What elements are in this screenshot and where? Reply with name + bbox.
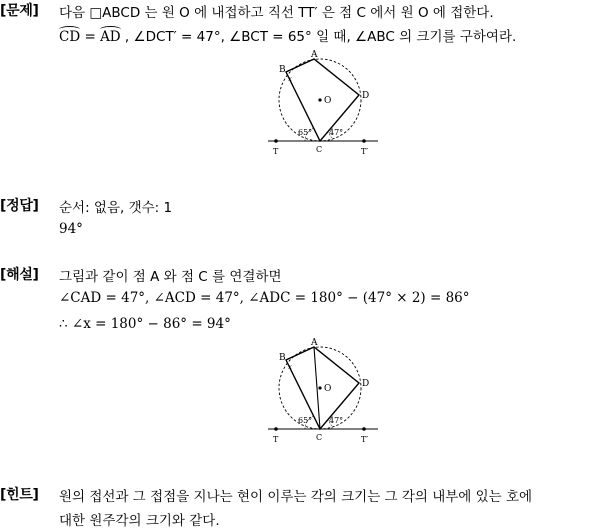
- point-o: [318, 98, 321, 101]
- solution-line-2: ∠CAD = 47°, ∠ACD = 47°, ∠ADC = 180° − (47° × 2) = 86°: [59, 290, 470, 306]
- label-t: T: [273, 435, 279, 444]
- label-65: 65°: [298, 416, 313, 425]
- arc-equals: =: [80, 29, 101, 45]
- point-t: [274, 139, 278, 143]
- point-t: [274, 427, 278, 431]
- quadrilateral-abcd: [286, 347, 359, 429]
- problem-figure: [260, 48, 385, 160]
- hint-line-1: 원의 접선과 그 접점을 지나는 현이 이루는 각의 크기는 그 각의 내부에 있는 호에: [59, 489, 533, 505]
- solution-figure: [260, 336, 385, 448]
- label-c: C: [316, 433, 323, 442]
- label-t: T: [273, 147, 279, 156]
- label-65: 65°: [298, 128, 313, 137]
- label-o: O: [324, 96, 332, 106]
- solution-line-3: ∴ ∠x = 180° − 86° = 94°: [59, 316, 231, 332]
- label-b: B: [279, 353, 286, 363]
- arc-cd: CD: [59, 29, 81, 45]
- solution-line-1: 그림과 같이 점 A 와 점 C 를 연결하면: [59, 269, 282, 285]
- problem-line-1: 다음 □ABCD 는 원 O 에 내접하고 직선 TT′ 은 점 C 에서 원 O 에 접한다.: [59, 5, 494, 21]
- point-t2: [362, 427, 366, 431]
- label-x: x: [288, 75, 292, 83]
- answer-value: 94°: [59, 221, 83, 237]
- label-o: O: [324, 384, 332, 394]
- label-d: D: [362, 91, 370, 101]
- label-x: x: [288, 363, 292, 371]
- label-t2: T′: [361, 435, 369, 444]
- label-a: A: [311, 338, 318, 348]
- quadrilateral-abcd: [286, 59, 359, 141]
- solution-tag: [해설]: [0, 267, 39, 283]
- point-t2: [362, 139, 366, 143]
- label-c: C: [316, 145, 323, 154]
- hint-tag: [힌트]: [0, 487, 39, 503]
- label-b: B: [279, 65, 286, 75]
- label-a: A: [311, 50, 318, 60]
- label-47: 47°: [329, 128, 344, 137]
- answer-line-1: 순서: 없음, 갯수: 1: [59, 200, 173, 216]
- label-d: D: [362, 379, 370, 389]
- problem-line-2: [59, 25, 516, 45]
- problem-tag: [문제]: [0, 3, 39, 19]
- problem-line-2-rest: , ∠DCT′ = 47°, ∠BCT = 65° 일 때, ∠ABC 의 크기를 구하여라.: [120, 29, 517, 45]
- point-o: [318, 386, 321, 389]
- answer-tag: [정답]: [0, 198, 39, 214]
- arc-ad: AD: [100, 29, 121, 45]
- hint-line-2: 대한 원주각의 크기와 같다.: [59, 513, 220, 529]
- label-t2: T′: [361, 147, 369, 156]
- label-47: 47°: [329, 416, 344, 425]
